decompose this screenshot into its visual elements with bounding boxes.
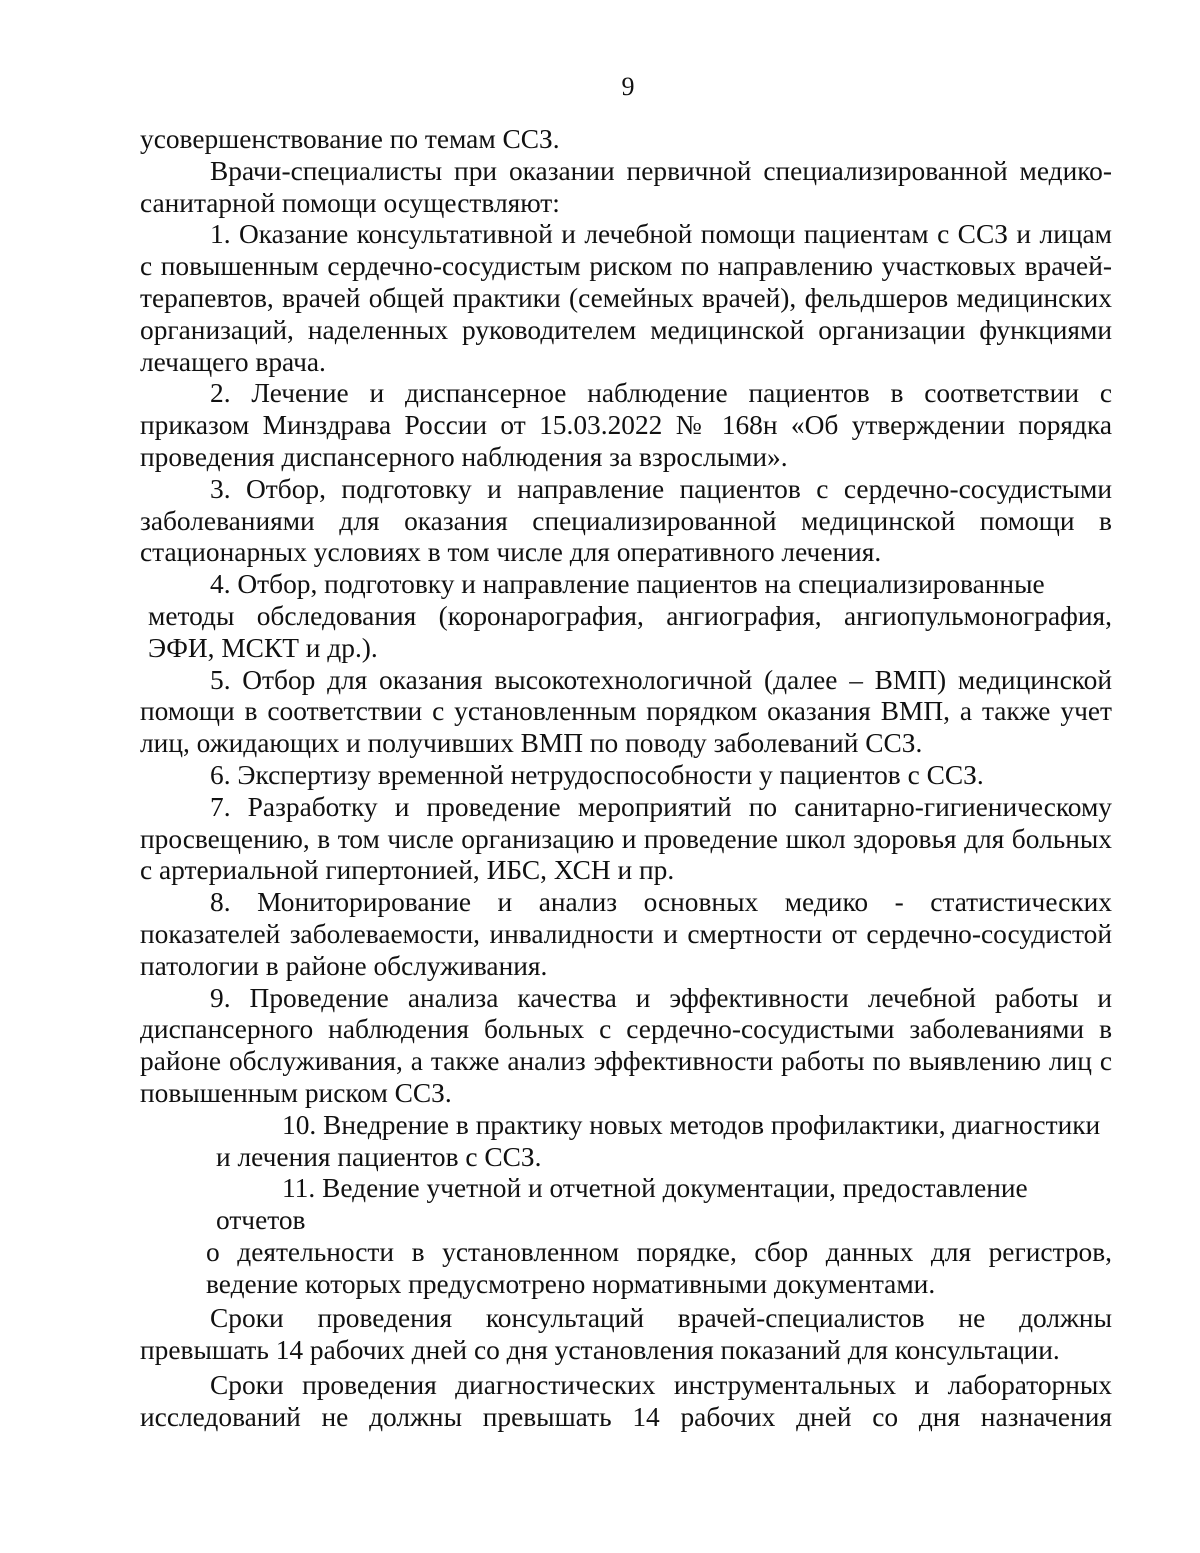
- list-item-8: 8. Мониторирование и анализ основных медико - статистических показателей заболеваемости, инвалидности и смертности от сердечно-сосудистой патологии в районе обслуживания.: [140, 887, 1112, 981]
- list-item-11-line-3: о деятельности в установленном порядке, сбор данных для регистров, ведение которых предусмотрено нормативными документами.: [206, 1236, 1112, 1299]
- list-item-1: 1. Оказание консультативной и лечебной помощи пациентам с ССЗ и лицам с повышенным сердечно-сосудистым риском по направлению участковых врачей-терапевтов, врачей общей практики (семейных врачей), фельдшеров медицинских организаций, наделенных руководителем медицинской организации функциями лечащего врача.: [140, 219, 1112, 377]
- paragraph-consultation-terms: Сроки проведения консультаций врачей-специалистов не должны превышать 14 рабочих дней со дня установления показаний для консультации.: [140, 1303, 1112, 1366]
- document-body: [140, 124, 1112, 1434]
- list-item-10-line-2: и лечения пациентов с ССЗ.: [216, 1141, 542, 1172]
- list-item-7: 7. Разработку и проведение мероприятий по санитарно-гигиеническому просвещению, в том числе организацию и проведение школ здоровья для больных с артериальной гипертонией, ИБС, ХСН и пр.: [140, 791, 1112, 886]
- list-item-6: 6. Экспертизу временной нетрудоспособности у пациентов с ССЗ.: [210, 759, 984, 790]
- list-item-4-line-1: 4. Отбор, подготовку и направление пациентов на специализированные: [210, 569, 1045, 600]
- paragraph-intro: Врачи-специалисты при оказании первичной специализированной медико-санитарной помощи осуществляют:: [140, 155, 1112, 218]
- list-item-4-line-2: методы обследования (коронарография, ангиография, ангиопульмонография, ЭФИ, МСКТ и др.).: [148, 600, 1112, 663]
- list-item-5: 5. Отбор для оказания высокотехнологичной (далее – ВМП) медицинской помощи в соответствии с установленным порядком оказания ВМП, а также учет лиц, ожидающих и получивших ВМП по поводу заболеваний ССЗ.: [140, 664, 1112, 759]
- paragraph-diagnostic-terms: Сроки проведения диагностических инструментальных и лабораторных исследований не должны превышать 14 рабочих дней со дня назначения: [140, 1370, 1112, 1432]
- list-item-10-line-1: 10. Внедрение в практику новых методов профилактики, диагностики: [282, 1109, 1101, 1140]
- page-number: 9: [621, 72, 635, 101]
- list-item-3: 3. Отбор, подготовку и направление пациентов с сердечно-сосудистыми заболеваниями для оказания специализированной медицинской помощи в стационарных условиях в том числе для оперативного лечения.: [140, 473, 1112, 568]
- list-item-11-line-1: 11. Ведение учетной и отчетной документации, предоставление: [282, 1173, 1028, 1204]
- list-item-2: 2. Лечение и диспансерное наблюдение пациентов в соответствии с приказом Минздрава России от 15.03.2022 № 168н «Об утверждении порядка проведения диспансерного наблюдения за взрослыми».: [140, 378, 1112, 472]
- list-item-11-line-2: отчетов: [216, 1205, 306, 1236]
- paragraph-continuation: усовершенствование по темам ССЗ.: [140, 124, 560, 154]
- list-item-9: 9. Проведение анализа качества и эффективности лечебной работы и диспансерного наблюдения больных с сердечно-сосудистыми заболеваниями в районе обслуживания, а также анализ эффективности работы по выявлению лиц с повышенным риском ССЗ.: [140, 982, 1112, 1108]
